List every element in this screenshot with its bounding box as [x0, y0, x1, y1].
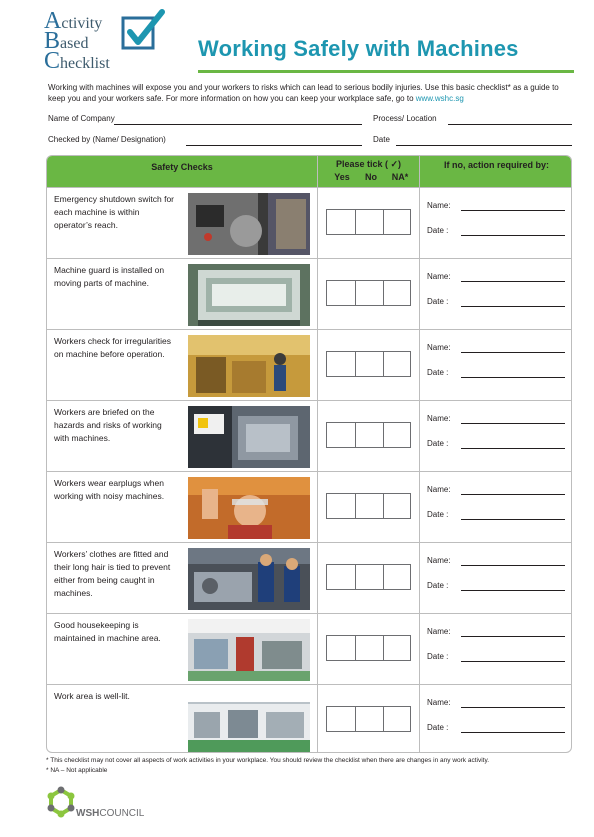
clean-machine-area-photo — [188, 619, 310, 681]
tick-boxes — [326, 422, 411, 448]
activity-based-checklist-logo: Activity Based Checklist — [44, 8, 170, 76]
action-name-label: Name: — [427, 201, 451, 210]
check-item-text: Workers check for irregularities on machine before operation. — [54, 336, 171, 359]
action-date-field[interactable] — [461, 590, 565, 591]
check-item-text: Workers are briefed on the hazards and risks of working with machines. — [54, 407, 162, 443]
table-row — [47, 542, 572, 613]
tick-no-box[interactable] — [356, 494, 383, 518]
intro-text: Working with machines will expose you and your workers to risks which can lead to serious bodily injuries. Use this basic checklist* as a guide to keep you and your workers safe. For more information on how you can keep your workplace safe, go to www.wshc.sg — [48, 83, 559, 103]
process-field[interactable] — [448, 124, 572, 125]
table-row — [47, 471, 572, 542]
table-header — [47, 156, 572, 187]
tick-no-box[interactable] — [356, 636, 383, 660]
action-name-field[interactable] — [461, 281, 565, 282]
action-name-label: Name: — [427, 485, 451, 494]
header-na: NA* — [391, 172, 409, 182]
action-name-field[interactable] — [461, 707, 565, 708]
checked-by-label: Checked by (Name/ Designation) — [48, 135, 166, 144]
action-name-field[interactable] — [461, 352, 565, 353]
tick-na-box[interactable] — [384, 423, 410, 447]
tick-no-box[interactable] — [356, 423, 383, 447]
tick-yes-box[interactable] — [327, 210, 355, 234]
action-date-label: Date : — [427, 297, 449, 306]
tick-boxes — [326, 564, 411, 590]
tick-boxes — [326, 209, 411, 235]
tick-yes-box[interactable] — [327, 707, 355, 731]
well-lit-factory-photo — [188, 690, 310, 752]
tick-no-box[interactable] — [356, 281, 383, 305]
action-name-field[interactable] — [461, 636, 565, 637]
table-row — [47, 684, 572, 753]
action-name-field[interactable] — [461, 423, 565, 424]
process-label: Process/ Location — [373, 114, 437, 123]
checked-by-field[interactable] — [186, 145, 362, 146]
check-item-text: Workers wear earplugs when working with noisy machines. — [54, 478, 165, 501]
tick-na-box[interactable] — [384, 565, 410, 589]
action-date-field[interactable] — [461, 306, 565, 307]
action-date-label: Date : — [427, 652, 449, 661]
machine-control-panel-photo — [188, 406, 310, 468]
header-yes: Yes — [334, 172, 350, 182]
machine-guard-photo — [188, 264, 310, 326]
tick-no-box[interactable] — [356, 352, 383, 376]
action-name-field[interactable] — [461, 494, 565, 495]
action-date-label: Date : — [427, 226, 449, 235]
workers-at-lathe-photo — [188, 548, 310, 610]
safety-checks-table — [46, 155, 572, 753]
tick-yes-box[interactable] — [327, 423, 355, 447]
date-field[interactable] — [396, 145, 572, 146]
company-label: Name of Company — [48, 114, 115, 123]
page-title: Working Safely with Machines — [198, 36, 519, 61]
footnote-na: * NA – Not applicable — [46, 767, 108, 774]
check-item-text: Workers’ clothes are fitted and their long hair is tied to prevent either from being caught in machines. — [54, 549, 171, 598]
tick-yes-box[interactable] — [327, 494, 355, 518]
tick-yes-box[interactable] — [327, 352, 355, 376]
action-name-label: Name: — [427, 272, 451, 281]
check-item-text: Emergency shutdown switch for each machine is within operator’s reach. — [54, 194, 174, 230]
tick-boxes — [326, 706, 411, 732]
wsh-council-logo-icon — [46, 786, 76, 822]
table-row — [47, 400, 572, 471]
company-field[interactable] — [114, 124, 362, 125]
wsh-council-logo: WSHCOUNCIL — [46, 786, 156, 826]
action-name-label: Name: — [427, 698, 451, 707]
tick-boxes — [326, 493, 411, 519]
action-date-field[interactable] — [461, 235, 565, 236]
tick-yes-box[interactable] — [327, 565, 355, 589]
action-date-field[interactable] — [461, 377, 565, 378]
header-safety-checks: Safety Checks — [151, 162, 213, 172]
action-date-field[interactable] — [461, 661, 565, 662]
footnote-disclaimer: * This checklist may not cover all aspects of work activities in your workplace. You should review the checklist when there are changes in any work activity. — [46, 757, 490, 764]
action-date-label: Date : — [427, 723, 449, 732]
action-name-label: Name: — [427, 627, 451, 636]
action-date-field[interactable] — [461, 519, 565, 520]
check-item-text: Work area is well-lit. — [54, 691, 130, 701]
action-name-field[interactable] — [461, 565, 565, 566]
tick-no-box[interactable] — [356, 565, 383, 589]
action-date-label: Date : — [427, 510, 449, 519]
tick-yes-box[interactable] — [327, 636, 355, 660]
tick-no-box[interactable] — [356, 210, 383, 234]
tick-na-box[interactable] — [384, 494, 410, 518]
checkmark-icon — [120, 8, 166, 54]
action-date-field[interactable] — [461, 448, 565, 449]
tick-boxes — [326, 280, 411, 306]
tick-no-box[interactable] — [356, 707, 383, 731]
table-row — [47, 187, 572, 258]
machine-shutdown-switch-photo — [188, 193, 310, 255]
action-date-label: Date : — [427, 439, 449, 448]
tick-na-box[interactable] — [384, 281, 410, 305]
tick-na-box[interactable] — [384, 636, 410, 660]
header-no: No — [365, 172, 377, 182]
tick-na-box[interactable] — [384, 352, 410, 376]
action-name-field[interactable] — [461, 210, 565, 211]
wshc-link[interactable]: www.wshc.sg — [415, 94, 464, 103]
action-name-label: Name: — [427, 556, 451, 565]
header-action: If no, action required by: — [443, 160, 549, 170]
table-row — [47, 329, 572, 400]
action-date-field[interactable] — [461, 732, 565, 733]
table-row — [47, 613, 572, 684]
date-label: Date — [373, 135, 390, 144]
action-date-label: Date : — [427, 368, 449, 377]
worker-earplugs-photo — [188, 477, 310, 539]
header-please-tick: Please tick ( ✓) — [335, 159, 402, 169]
workshop-workers-photo — [188, 335, 310, 397]
tick-boxes — [326, 635, 411, 661]
title-divider — [198, 70, 574, 73]
tick-na-box[interactable] — [384, 210, 410, 234]
check-item-text: Machine guard is installed on moving parts of machine. — [54, 265, 165, 288]
tick-boxes — [326, 351, 411, 377]
table-row — [47, 258, 572, 329]
tick-na-box[interactable] — [384, 707, 410, 731]
action-date-label: Date : — [427, 581, 449, 590]
action-name-label: Name: — [427, 343, 451, 352]
action-name-label: Name: — [427, 414, 451, 423]
tick-yes-box[interactable] — [327, 281, 355, 305]
check-item-text: Good housekeeping is maintained in machine area. — [54, 620, 161, 643]
